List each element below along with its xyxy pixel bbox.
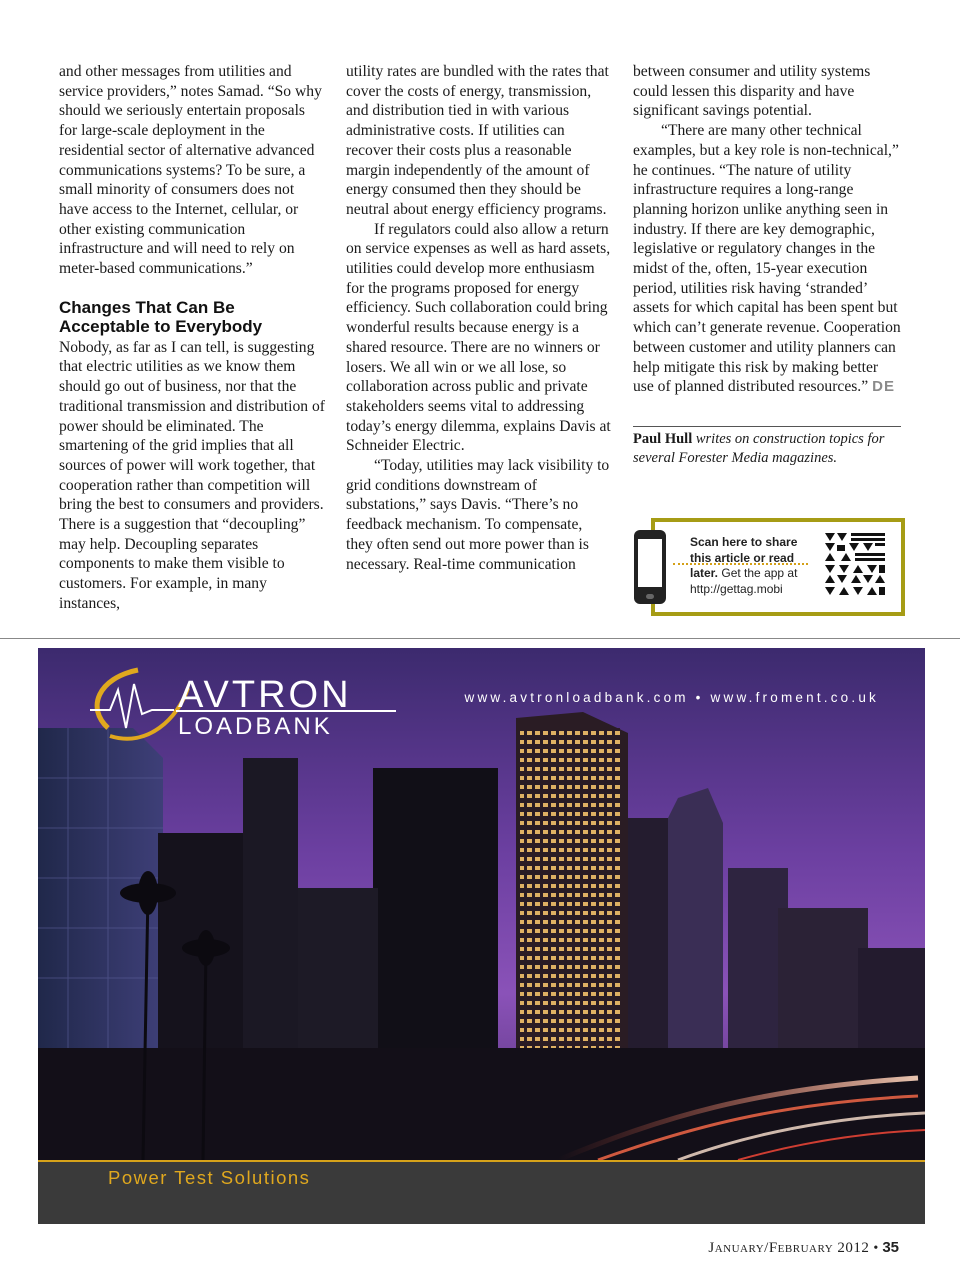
scan-tag-bold: Scan here to share this article or read later. bbox=[690, 535, 798, 580]
author-bio-text: writes on construction topics for several Forester Media magazines. bbox=[633, 430, 885, 467]
issue-date: January/February 2012 bbox=[708, 1240, 870, 1256]
article-paragraph: and other messages from utilities and service providers,” notes Samad. “So why should we seriously entertain proposals for large-scale deployment in the residential sector of alternative advanced communications systems? To be sure, a small minority of consumers does not have access to the Internet, cellular, or other existing communication infrastructure and will need to rely on meter-based communications.” bbox=[59, 63, 322, 278]
article-paragraph: between consumer and utility systems could lessen this disparity and have significant savings potential. bbox=[633, 63, 871, 120]
article-column-1 bbox=[59, 62, 325, 614]
author-bio bbox=[633, 430, 901, 469]
ad-divider bbox=[0, 638, 960, 639]
bio-divider bbox=[633, 426, 901, 427]
qr-code-icon[interactable] bbox=[823, 531, 887, 599]
author-name: Paul Hull bbox=[633, 430, 693, 447]
scan-tag-rest: Get the app at http://gettag.mobi bbox=[690, 566, 798, 596]
article-column-3 bbox=[633, 62, 901, 469]
page-footer bbox=[708, 1239, 899, 1257]
city-skyline-image bbox=[38, 648, 925, 1224]
article-paragraph: utility rates are bundled with the rates that cover the costs of energy, transmission, and distribution tied in with various administrative costs. If utilities can recover their costs plus a reasonable margin independently of the amount of energy consumed then they should be neutral about energy efficiency programs. bbox=[346, 63, 609, 218]
article-paragraph-text: “There are many other technical examples, but a key role is non-technical,” he continues. “The nature of utility infrastructure requires a long-range planning horizon unlike anything seen in industry. If there are key demographic, legislative or regulatory changes in the midst of the, often, 15-year execution period, utilities risk having ‘stranded’ assets for which capital has been spent but which can’t generate revenue. Cooperation between customer and utility planners can help mitigate this risk by making better use of planned distributed resources.” bbox=[633, 122, 901, 396]
article-column-2 bbox=[346, 62, 612, 574]
ad-tagline: Power Test Solutions bbox=[108, 1167, 311, 1188]
footer-bullet: • bbox=[873, 1241, 879, 1256]
section-subhead: Changes That Can Be Acceptable to Everybody bbox=[59, 297, 263, 337]
smartphone-icon bbox=[634, 530, 666, 604]
article-paragraph: Nobody, as far as I can tell, is suggesting that electric utilities as we know them should go out of business, nor that the traditional transmission and distribution of power should be eliminated. The smartening of the grid implies that all sources of power will work together, that cooperation rather than competition will bring the best to consumers and providers. There is a suggestion that “decoupling” may help. Decoupling separates components to make them visible to customers. For example, in many instances, bbox=[59, 338, 325, 612]
page-number: 35 bbox=[882, 1239, 899, 1256]
scan-tag-text bbox=[690, 535, 810, 597]
ad-urls[interactable]: www.avtronloadbank.com • www.froment.co.uk bbox=[464, 690, 879, 705]
brand-logo-top: AVTRON bbox=[178, 674, 352, 716]
advertisement[interactable] bbox=[38, 648, 925, 1224]
article-paragraph bbox=[633, 121, 901, 397]
article-paragraph: If regulators could also allow a return on service expenses as well as hard assets, utilities could develop more enthusiasm for the programs proposed for energy efficiency. Such collaboration could bring wonderful results because energy is a shared resource. There are no winners or losers. We all win or we all lose, so collaboration across public and private stakeholders seems vital to addressing today’s energy dilemma, explains Davis at Schneider Electric. bbox=[346, 220, 611, 455]
end-mark: DE bbox=[872, 378, 895, 396]
brand-logo-bottom: LOADBANK bbox=[178, 713, 333, 740]
article-paragraph: “Today, utilities may lack visibility to grid conditions downstream of substations,” says Davis. “There’s no feedback mechanism. To compensate, they often send out more power than is necessary. Real-time communication bbox=[346, 457, 610, 573]
logo-rule bbox=[176, 710, 396, 712]
